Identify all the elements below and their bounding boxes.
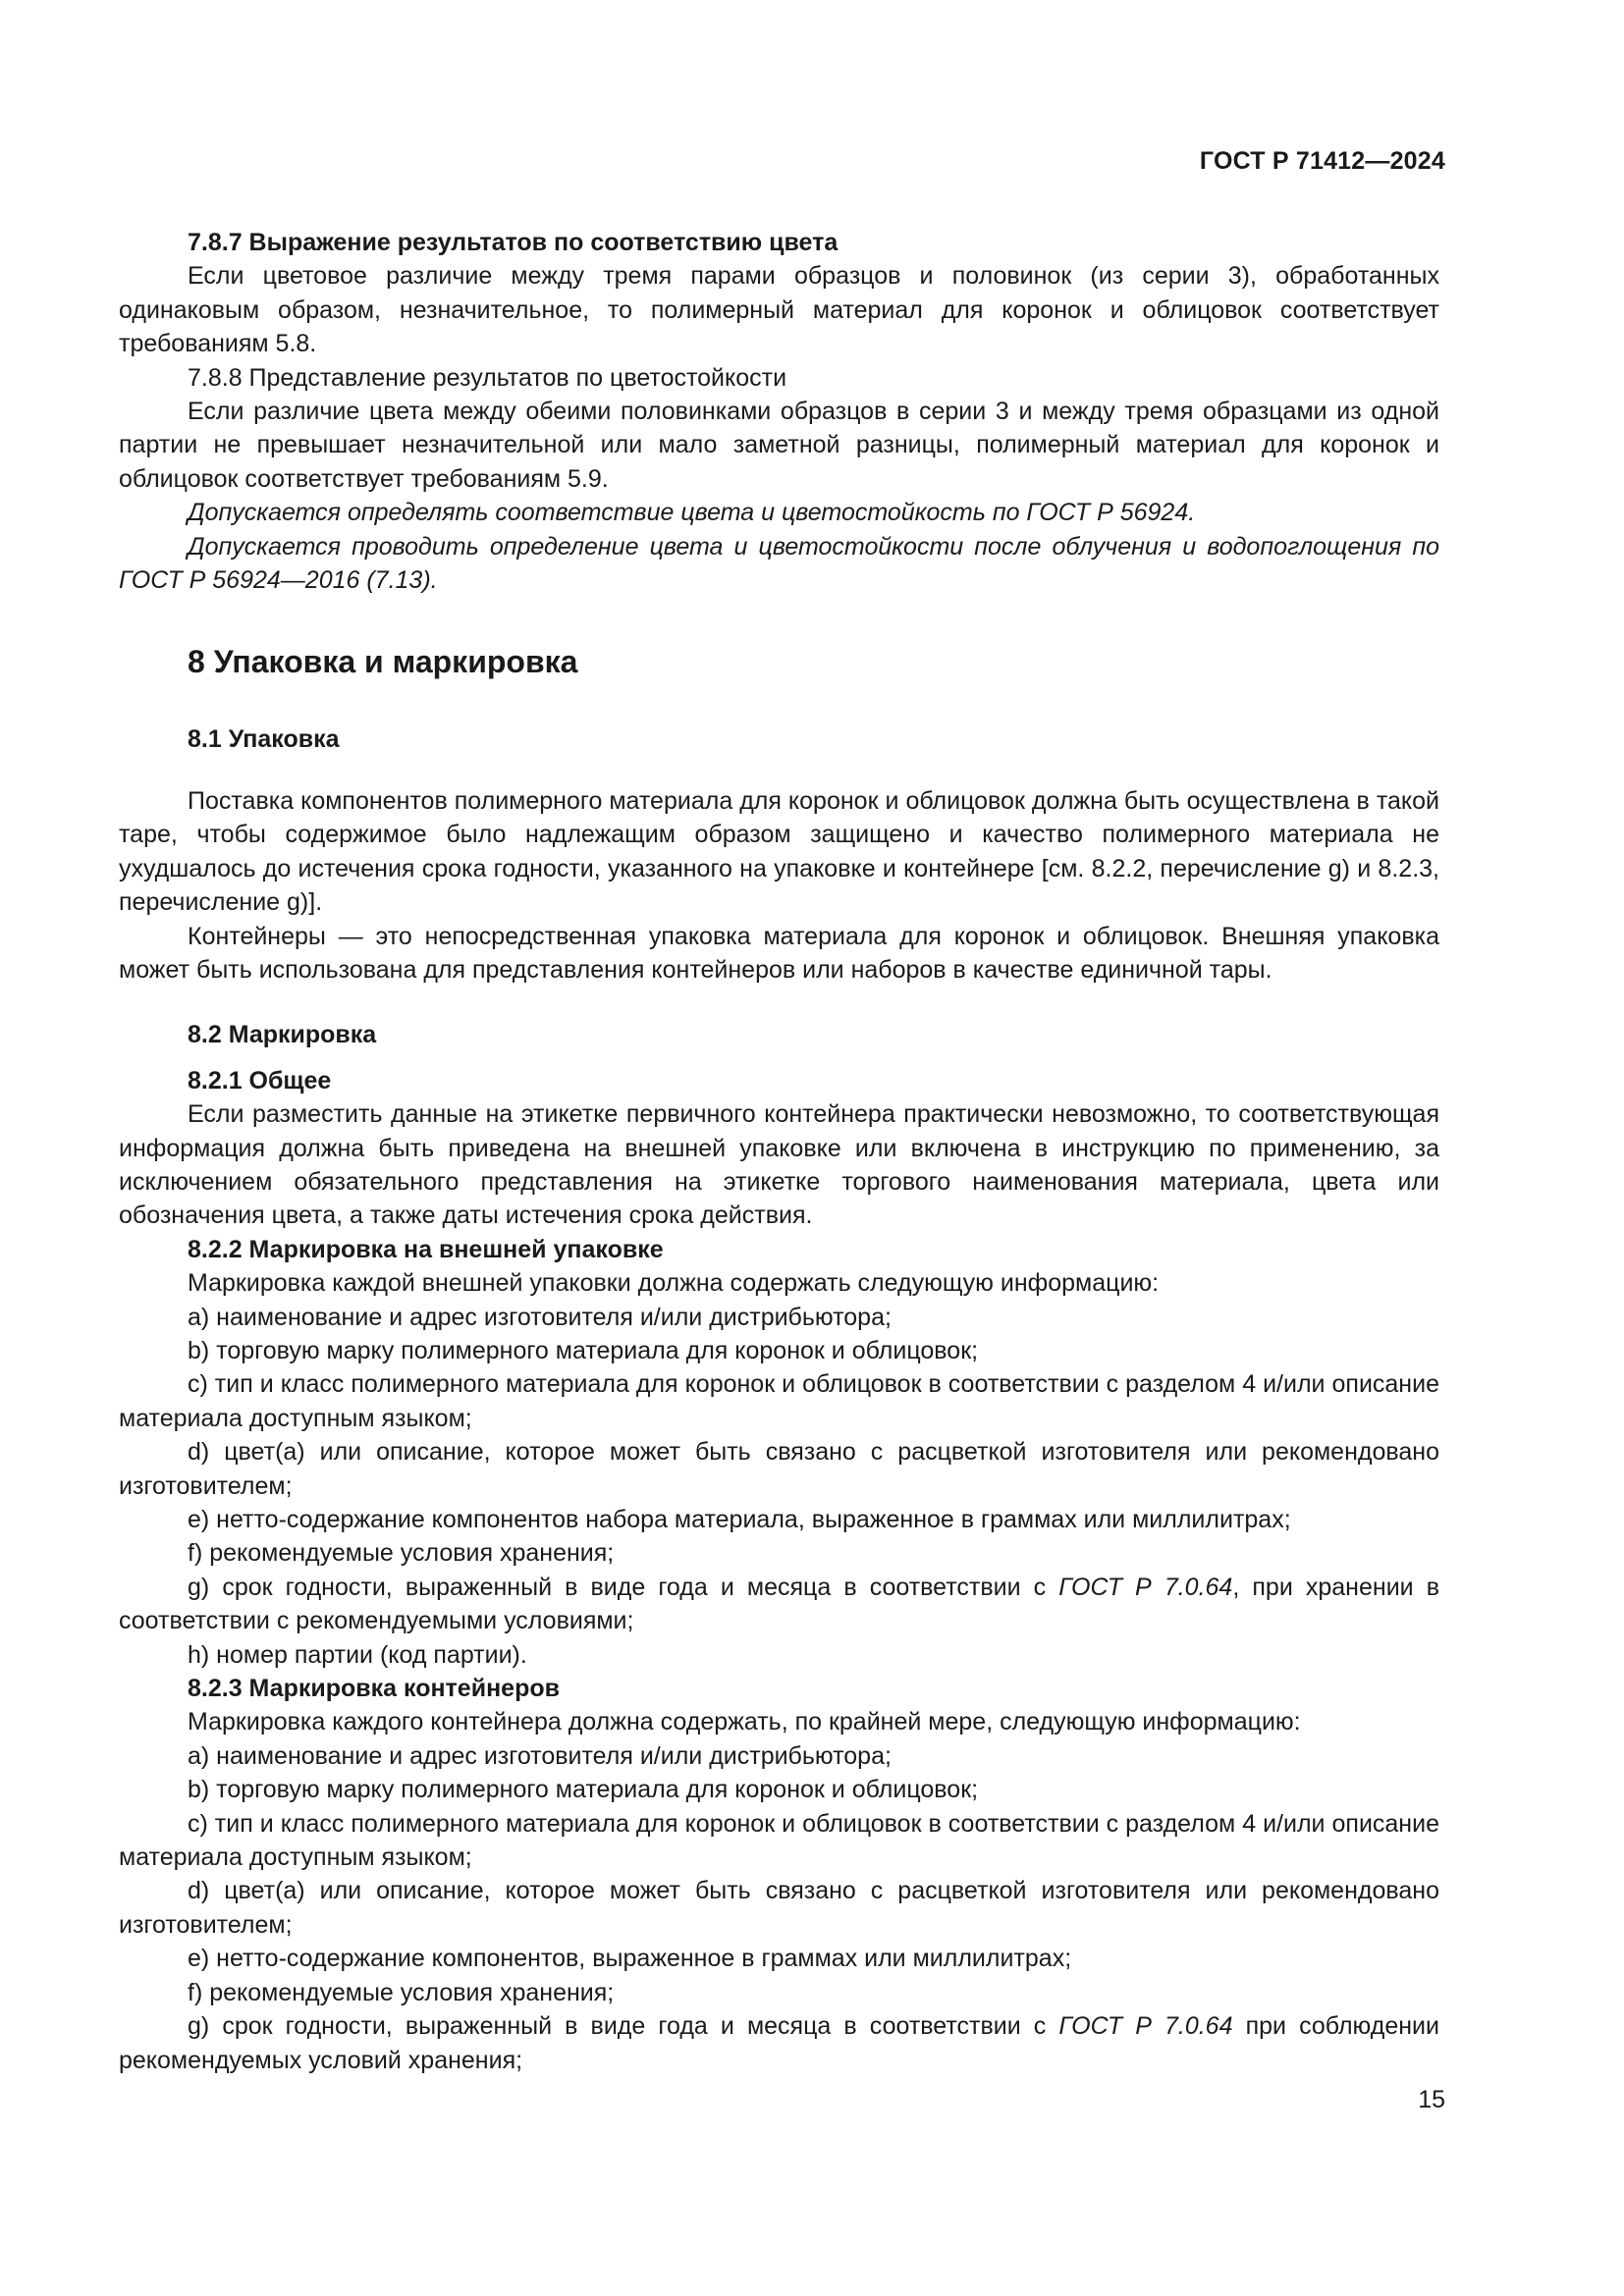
paragraph: Маркировка каждой внешней упаковки должна содержать следующую информацию: xyxy=(188,1269,1160,1298)
list-item: а) наименование и адрес изготовителя и/или дистрибьютора; xyxy=(188,1303,892,1331)
list-item: с) тип и класс полимерного материала для коронок и облицовок в соответствии с разделом 4 и/или описание материала доступным языком; xyxy=(119,1370,1439,1432)
paragraph: Если различие цвета между обеими половинками образцов в серии 3 и между тремя образцами из одной партии не превышает незначительной или мало заметной разницы, полимерный материал для коронок и облицовок соответствует требованиям 5.9. xyxy=(119,398,1439,493)
standard-reference: ГОСТ Р 7.0.64 xyxy=(1058,2012,1233,2041)
standard-reference: ГОСТ Р 7.0.64 xyxy=(1058,1573,1233,1601)
list-item-text: g) срок годности, выраженный в виде года и месяца в соответствии с xyxy=(188,1573,1059,1601)
paragraph: Контейнеры — это непосредственная упаковка материала для коронок и облицовок. Внешняя упаковка может быть использована для представления контейнеров или наборов в качестве единичной тары. xyxy=(119,922,1439,984)
paragraph: Маркировка каждого контейнера должна содержать, по крайней мере, следующую информацию: xyxy=(188,1708,1301,1736)
list-item: b) торговую марку полимерного материала для коронок и облицовок; xyxy=(188,1336,979,1364)
document-id: ГОСТ Р 71412—2024 xyxy=(1199,147,1445,175)
list-item: f) рекомендуемые условия хранения; xyxy=(188,1978,615,2006)
list-item-text: при соблюдении рекомендуемых условий хранения; xyxy=(119,2012,1439,2074)
list-item: а) наименование и адрес изготовителя и/или дистрибьютора; xyxy=(188,1741,892,1770)
note-paragraph: Допускается определять соответствие цвета и цветостойкость по ГОСТ Р 56924. xyxy=(188,499,1196,527)
list-item-text: g) срок годности, выраженный в виде года и месяца в соответствии с xyxy=(188,2012,1059,2041)
paragraph: Если цветовое различие между тремя парами образцов и половинок (из серии 3), обработанных одинаковым образом, незначительное, то полимерный материал для коронок и облицовок соответствует требованиям 5.8. xyxy=(119,262,1439,358)
page-number: 15 xyxy=(1418,2086,1445,2113)
section-title-8: 8 Упаковка и маркировка xyxy=(188,644,578,680)
list-item: f) рекомендуемые условия хранения; xyxy=(188,1539,615,1568)
list-item xyxy=(119,1571,1439,1638)
subsection-title-8-2-1: 8.2.1 Общее xyxy=(188,1066,332,1095)
list-item-text: , при хранении в соответствии с рекомендуемыми условиями; xyxy=(119,1573,1439,1635)
note-paragraph: Допускается проводить определение цвета и цветостойкости после облучения и водопоглощения по ГОСТ Р 56924—2016 (7.13). xyxy=(119,532,1439,595)
list-item: е) нетто-содержание компонентов, выраженное в граммах или миллилитрах; xyxy=(188,1945,1072,1973)
paragraph: Если разместить данные на этикетке первичного контейнера практически невозможно, то соответствующая информация должна быть приведена на внешней упаковке или включена в инструкцию по применению, за исключением обязательного представления на этикетке торгового наименования материала, цвета или обозначения цвета, а также даты истечения срока действия. xyxy=(119,1100,1439,1230)
subsection-title-8-2-3: 8.2.3 Маркировка контейнеров xyxy=(188,1675,560,1703)
list-item: d) цвет(а) или описание, которое может быть связано с расцветкой изготовителя или рекомендовано изготовителем; xyxy=(119,1877,1439,1939)
list-item: h) номер партии (код партии). xyxy=(188,1640,527,1669)
list-item: е) нетто-содержание компонентов набора материала, выраженное в граммах или миллилитрах; xyxy=(188,1506,1291,1533)
list-item: с) тип и класс полимерного материала для коронок и облицовок в соответствии с разделом 4 и/или описание материала доступным языком; xyxy=(119,1809,1439,1872)
list-item: b) торговую марку полимерного материала для коронок и облицовок; xyxy=(188,1776,979,1804)
document-body xyxy=(119,226,1439,2077)
subsection-title-7-8-7: 7.8.7 Выражение результатов по соответствию цвета xyxy=(188,229,839,256)
section-title-8-1: 8.1 Упаковка xyxy=(188,725,340,754)
paragraph: Поставка компонентов полимерного материала для коронок и облицовок должна быть осуществлена в такой таре, чтобы содержимое было надлежащим образом защищено и качество полимерного материала не ухудшалось до истечения срока годности, указанного на упаковке и контейнере [см. 8.2.2, перечисление g) и 8.2.3, перечисление g)]. xyxy=(119,786,1439,917)
section-title-8-2: 8.2 Маркировка xyxy=(188,1021,377,1049)
list-item: d) цвет(а) или описание, которое может быть связано с расцветкой изготовителя или рекомендовано изготовителем; xyxy=(119,1438,1439,1500)
subsection-title-8-2-2: 8.2.2 Маркировка на внешней упаковке xyxy=(188,1235,664,1263)
list-item xyxy=(119,2009,1439,2077)
subsection-title-7-8-8: 7.8.8 Представление результатов по цветостойкости xyxy=(188,363,787,392)
